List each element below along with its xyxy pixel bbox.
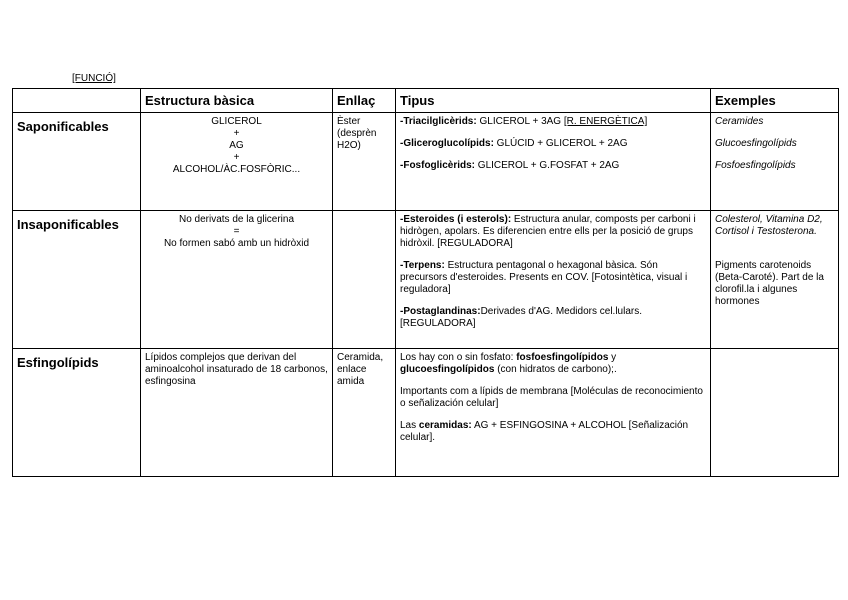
energetica-link[interactable]: [R. ENERGÈTICA]: [563, 116, 648, 127]
cell-tipus: Los hay con o sin fosfato: fosfoesfingolípidos y glucoesfingolípidos (con hidratos de carbono);. Importants com a lípids de membrana [Moléculas de reconocimiento o señalización celular] Las ceramidas: AG + ESFINGOSINA + ALCOHOL [Señalización celular].: [396, 349, 711, 477]
cell-exemples: Ceramides Glucoesfingolípids Fosfoesfingolípids: [711, 113, 839, 211]
funcio-link[interactable]: [FUNCIÓ]: [72, 73, 116, 84]
cell-estructura: Lípidos complejos que derivan del aminoalcohol insaturado de 18 carbonos, esfingosina: [141, 349, 333, 477]
cell-tipus: -Esteroides (i esterols): Estructura anular, composts per carboni i hidrògen, apolars. Es diferencien entre ells per la posició de grups hidròxil. [REGULADORA] -Terpens: Estructura pentagonal o hexagonal bàsica. Són precursors d'esteroides. Presents en COV. [Fotosintètica, visual i reguladora] -Postaglandinas:Derivades d'AG. Medidors cel.lulars. [REGULADORA]: [396, 211, 711, 349]
header-estructura: Estructura bàsica: [141, 89, 333, 113]
cell-estructura: No derivats de la glicerina = No formen sabó amb un hidròxid: [141, 211, 333, 349]
header-tipus: Tipus: [396, 89, 711, 113]
header-enllac: Enllaç: [333, 89, 396, 113]
header-row: [13, 89, 839, 113]
cell-enllac: Ceramida, enlace amida: [333, 349, 396, 477]
table-row: [13, 211, 839, 349]
cell-enllac: [333, 211, 396, 349]
cell-enllac: Èster (desprèn H2O): [333, 113, 396, 211]
table-row: [13, 113, 839, 211]
cell-tipus: -Triacilglicèrids: GLICEROL + 3AG [R. ENERGÈTICA] -Gliceroglucolípids: GLÚCID + GLICEROL + 2AG -Fosfoglicèrids: GLICEROL + G.FOSFAT + 2AG: [396, 113, 711, 211]
row-name-esfingolipids: Esfingolípids: [13, 349, 141, 477]
table-row: [13, 349, 839, 477]
cell-exemples: Colesterol, Vitamina D2, Cortisol i Testosterona. Pigments carotenoids (Beta-Caroté). Part de la clorofil.la i algunes hormones: [711, 211, 839, 349]
header-empty: [13, 89, 141, 113]
header-exemples: Exemples: [711, 89, 839, 113]
row-name-saponificables: Saponificables: [13, 113, 141, 211]
cell-exemples: [711, 349, 839, 477]
lipids-table: [12, 88, 839, 477]
cell-estructura: GLICEROL + AG + ALCOHOL/ÀC.FOSFÒRIC...: [141, 113, 333, 211]
row-name-insaponificables: Insaponificables: [13, 211, 141, 349]
